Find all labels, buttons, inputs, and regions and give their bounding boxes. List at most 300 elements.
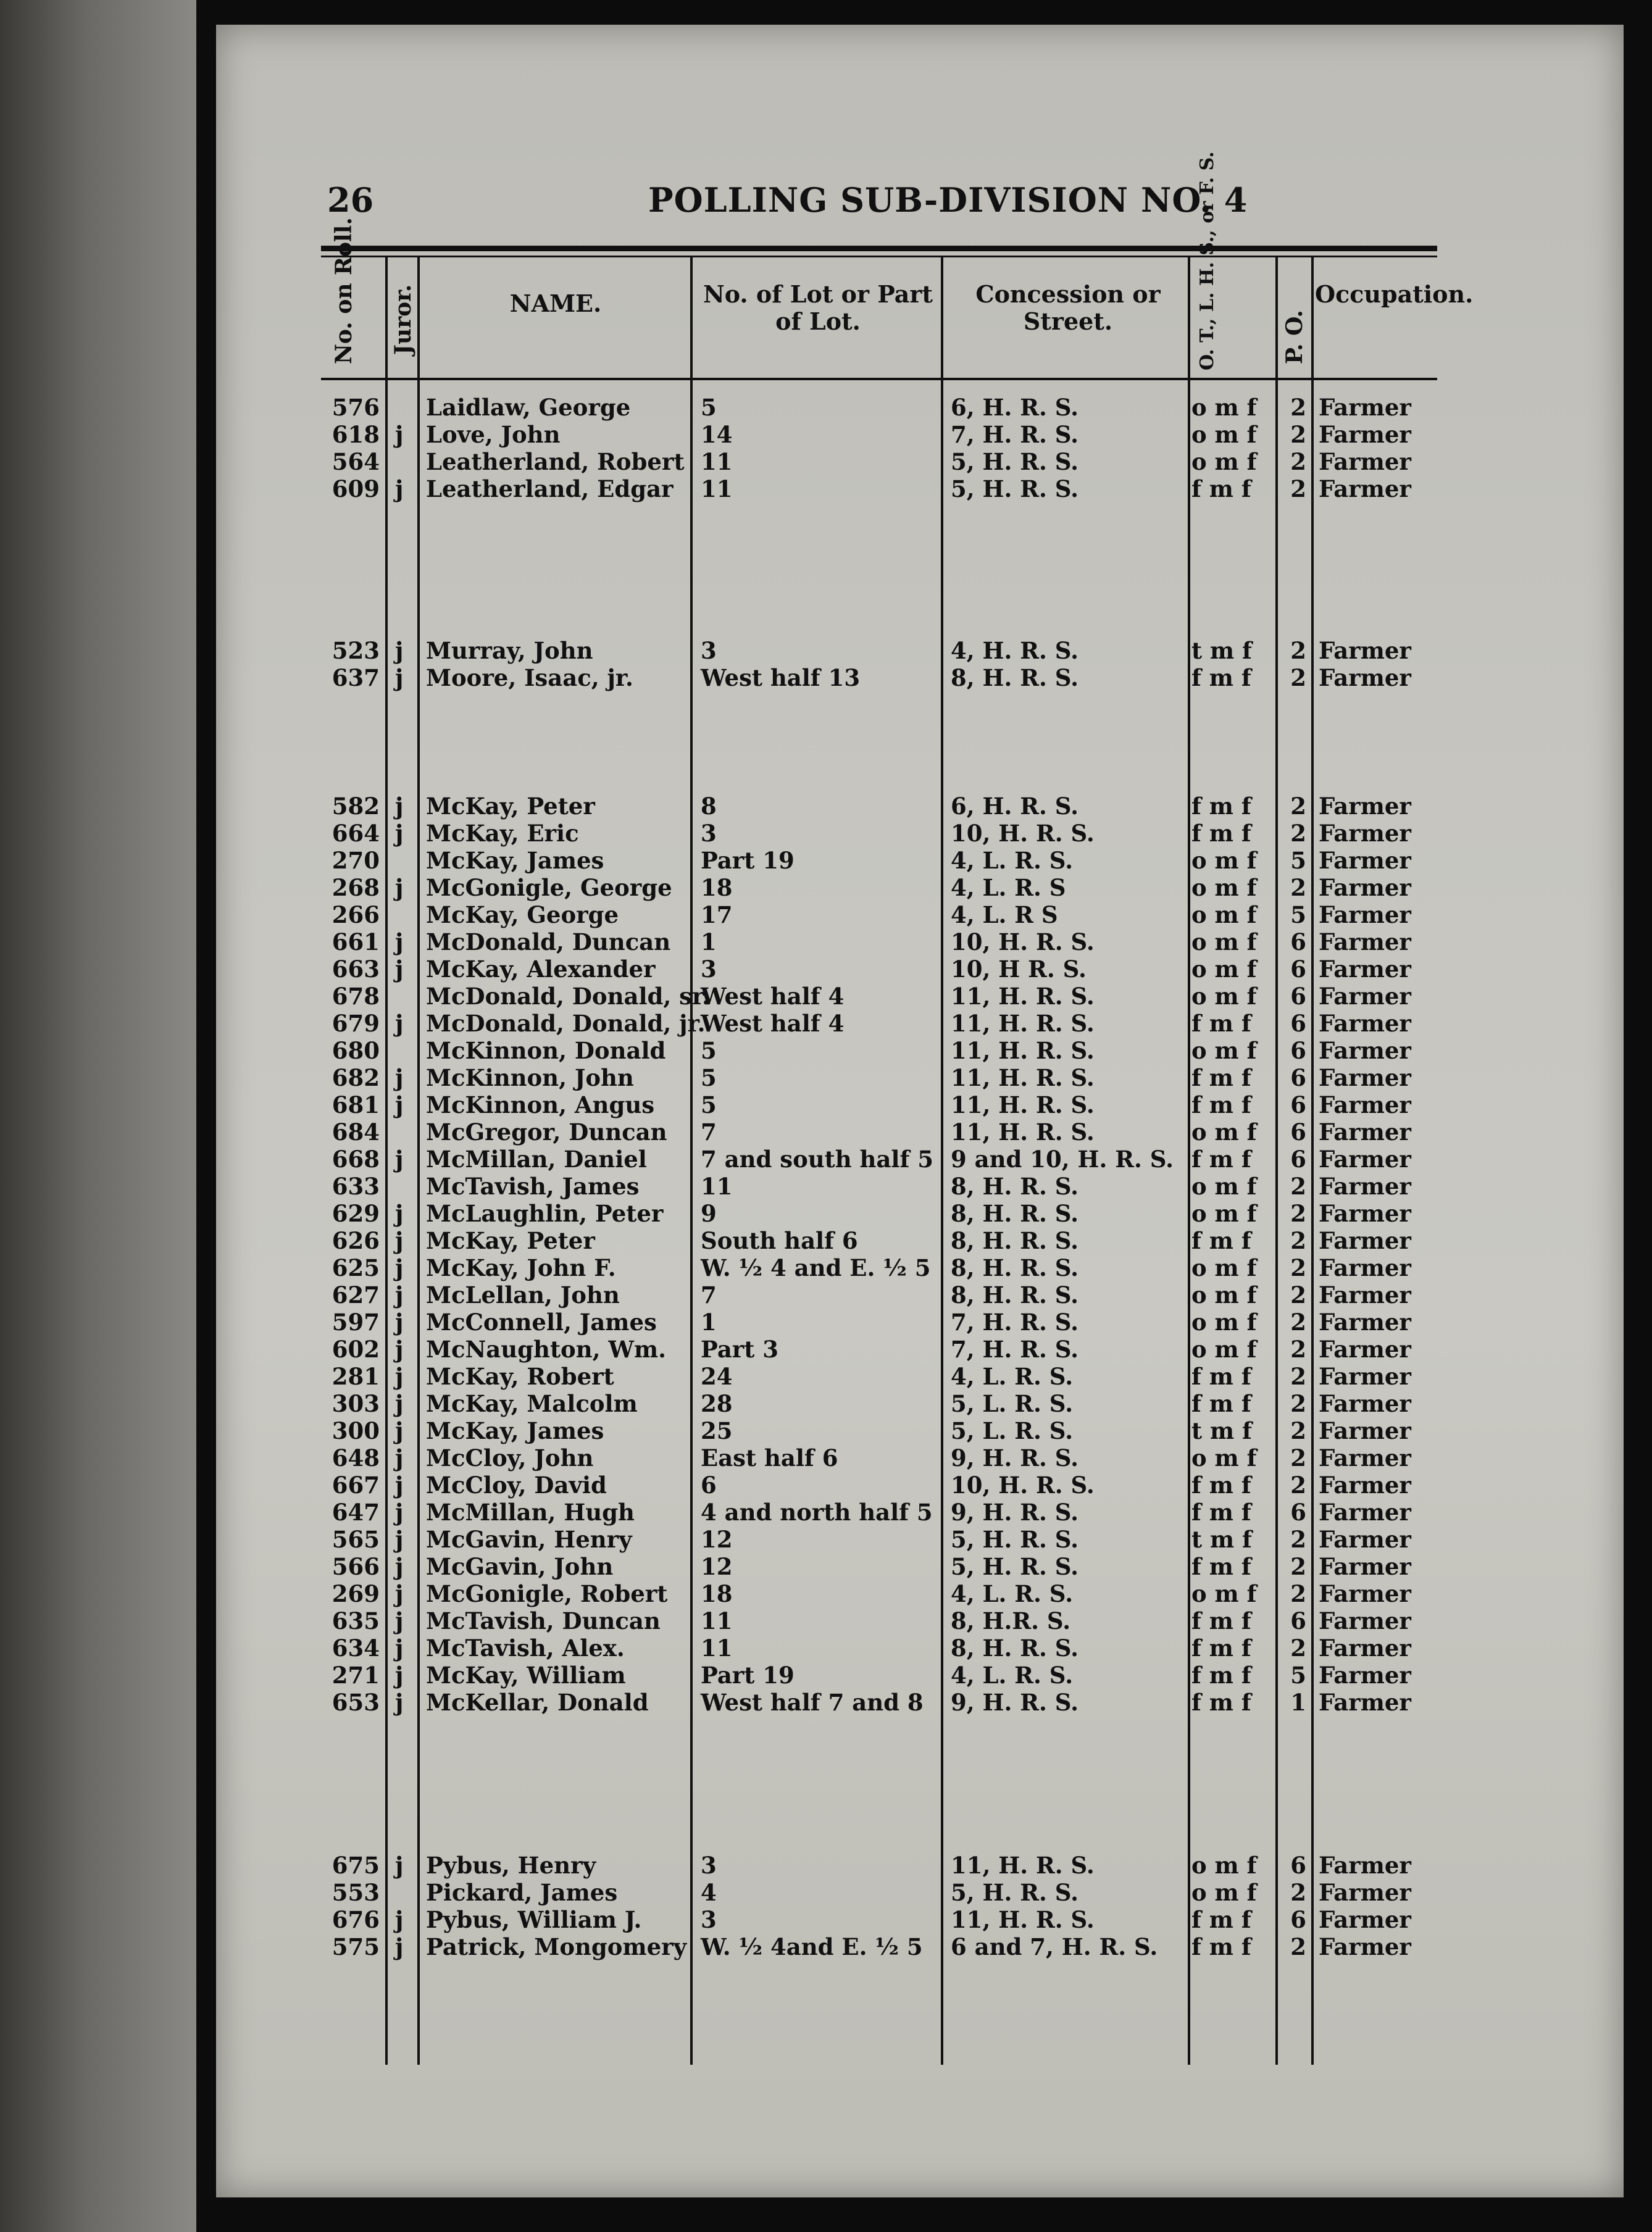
occupation: Farmer <box>1319 1390 1411 1417</box>
occupation: Farmer <box>1319 664 1411 691</box>
occupation: Farmer <box>1319 1634 1411 1662</box>
roll-number: 682 <box>332 1064 380 1091</box>
occupation: Farmer <box>1319 1580 1411 1607</box>
juror-mark: j <box>395 1580 404 1607</box>
tenure-code: o m f <box>1191 1254 1257 1281</box>
roll-number: 565 <box>332 1526 380 1553</box>
tenure-code: o m f <box>1191 1200 1257 1227</box>
juror-mark: j <box>395 1146 404 1173</box>
juror-mark: j <box>395 1010 404 1037</box>
juror-mark: j <box>395 1607 404 1634</box>
concession: 4, L. R S <box>951 901 1058 928</box>
post-office: 6 <box>1290 1906 1306 1933</box>
juror-mark: j <box>395 874 404 901</box>
juror-mark: j <box>395 1634 404 1662</box>
occupation: Farmer <box>1319 475 1411 502</box>
juror-mark: j <box>395 1852 404 1879</box>
voter-name: McKay, James <box>426 1417 604 1444</box>
post-office: 2 <box>1290 637 1306 664</box>
roll-number: 271 <box>332 1662 380 1689</box>
roll-number: 281 <box>332 1363 380 1390</box>
roll-number: 268 <box>332 874 380 901</box>
tenure-code: o m f <box>1191 1309 1257 1336</box>
post-office: 2 <box>1290 664 1306 691</box>
lot-number: 24 <box>701 1363 733 1390</box>
juror-mark: j <box>395 475 404 502</box>
lot-number: Part 3 <box>701 1336 779 1363</box>
occupation: Farmer <box>1319 1662 1411 1689</box>
voter-name: McKellar, Donald <box>426 1689 649 1716</box>
lot-number: 4 <box>701 1879 717 1906</box>
occupation: Farmer <box>1319 1336 1411 1363</box>
tenure-code: f m f <box>1191 1499 1251 1526</box>
concession: 5, L. R. S. <box>951 1417 1074 1444</box>
column-divider-concession <box>941 256 943 2065</box>
juror-mark: j <box>395 1227 404 1254</box>
tenure-code: o m f <box>1191 1173 1257 1200</box>
roll-number: 647 <box>332 1499 380 1526</box>
lot-number: 17 <box>701 901 733 928</box>
concession: 8, H.R. S. <box>951 1607 1071 1634</box>
concession: 10, H. R. S. <box>951 820 1095 847</box>
voter-name: McGonigle, George <box>426 874 672 901</box>
post-office: 2 <box>1290 874 1306 901</box>
occupation: Farmer <box>1319 1906 1411 1933</box>
concession: 8, H. R. S. <box>951 1254 1079 1281</box>
juror-mark: j <box>395 1309 404 1336</box>
post-office: 2 <box>1290 1526 1306 1553</box>
roll-number: 680 <box>332 1037 380 1064</box>
occupation: Farmer <box>1319 1010 1411 1037</box>
occupation: Farmer <box>1319 1852 1411 1879</box>
post-office: 2 <box>1290 1309 1306 1336</box>
lot-number: 18 <box>701 1580 733 1607</box>
lot-number: 18 <box>701 874 733 901</box>
tenure-code: f m f <box>1191 820 1251 847</box>
juror-mark: j <box>395 1417 404 1444</box>
occupation: Farmer <box>1319 637 1411 664</box>
roll-number: 627 <box>332 1281 380 1309</box>
concession: 5, H. R. S. <box>951 475 1079 502</box>
voter-name: McKay, George <box>426 901 619 928</box>
juror-mark: j <box>395 1336 404 1363</box>
post-office: 2 <box>1290 1634 1306 1662</box>
tenure-code: f m f <box>1191 1933 1251 1960</box>
roll-number: 633 <box>332 1173 380 1200</box>
concession: 6, H. R. S. <box>951 793 1079 820</box>
post-office: 6 <box>1290 1852 1306 1879</box>
tenure-code: f m f <box>1191 1634 1251 1662</box>
tenure-code: f m f <box>1191 1553 1251 1580</box>
tenure-code: f m f <box>1191 793 1251 820</box>
lot-number: West half 4 <box>701 983 845 1010</box>
voter-name: McKay, John F. <box>426 1254 616 1281</box>
voter-name: McTavish, James <box>426 1173 640 1200</box>
post-office: 2 <box>1290 448 1306 475</box>
concession: 10, H. R. S. <box>951 1472 1095 1499</box>
post-office: 6 <box>1290 1091 1306 1118</box>
concession: 9, H. R. S. <box>951 1499 1079 1526</box>
occupation: Farmer <box>1319 1118 1411 1146</box>
concession: 11, H. R. S. <box>951 1118 1095 1146</box>
voter-name: McKay, Alexander <box>426 956 656 983</box>
occupation: Farmer <box>1319 1091 1411 1118</box>
voter-name: McKay, Robert <box>426 1363 614 1390</box>
post-office: 5 <box>1290 901 1306 928</box>
tenure-code: f m f <box>1191 1906 1251 1933</box>
lot-number: W. ½ 4and E. ½ 5 <box>701 1933 923 1960</box>
tenure-code: o m f <box>1191 901 1257 928</box>
header-concession: Concession or Street. <box>975 280 1161 335</box>
post-office: 2 <box>1290 1933 1306 1960</box>
tenure-code: f m f <box>1191 664 1251 691</box>
concession: 7, H. R. S. <box>951 421 1079 448</box>
post-office: 6 <box>1290 1118 1306 1146</box>
juror-mark: j <box>395 928 404 956</box>
roll-number: 523 <box>332 637 380 664</box>
lot-number: East half 6 <box>701 1444 838 1472</box>
occupation: Farmer <box>1319 1499 1411 1526</box>
tenure-code: o m f <box>1191 928 1257 956</box>
concession: 11, H. R. S. <box>951 983 1095 1010</box>
tenure-code: o m f <box>1191 1281 1257 1309</box>
top-rule-thick <box>321 246 1437 251</box>
occupation: Farmer <box>1319 1472 1411 1499</box>
column-divider-ot <box>1188 256 1190 2065</box>
voter-name: McGonigle, Robert <box>426 1580 668 1607</box>
concession: 11, H. R. S. <box>951 1010 1095 1037</box>
column-divider-name <box>417 256 420 2065</box>
roll-number: 664 <box>332 820 380 847</box>
post-office: 2 <box>1290 421 1306 448</box>
roll-number: 629 <box>332 1200 380 1227</box>
concession: 5, H. R. S. <box>951 1553 1079 1580</box>
voter-name: McKay, Peter <box>426 1227 595 1254</box>
occupation: Farmer <box>1319 820 1411 847</box>
tenure-code: o m f <box>1191 1118 1257 1146</box>
juror-mark: j <box>395 1553 404 1580</box>
lot-number: 1 <box>701 1309 717 1336</box>
occupation: Farmer <box>1319 394 1411 421</box>
roll-number: 303 <box>332 1390 380 1417</box>
tenure-code: f m f <box>1191 1091 1251 1118</box>
concession: 8, H. R. S. <box>951 1200 1079 1227</box>
tenure-code: t m f <box>1191 1526 1252 1553</box>
tenure-code: o m f <box>1191 847 1257 874</box>
occupation: Farmer <box>1319 1933 1411 1960</box>
post-office: 2 <box>1290 1200 1306 1227</box>
roll-number: 648 <box>332 1444 380 1472</box>
voter-name: McDonald, Donald, sr. <box>426 983 710 1010</box>
header-name: NAME. <box>509 289 602 317</box>
post-office: 2 <box>1290 394 1306 421</box>
voter-name: McCloy, John <box>426 1444 594 1472</box>
roll-number: 597 <box>332 1309 380 1336</box>
post-office: 6 <box>1290 956 1306 983</box>
tenure-code: o m f <box>1191 1879 1257 1906</box>
juror-mark: j <box>395 1200 404 1227</box>
concession: 6 and 7, H. R. S. <box>951 1933 1158 1960</box>
post-office: 2 <box>1290 1390 1306 1417</box>
occupation: Farmer <box>1319 1173 1411 1200</box>
post-office: 2 <box>1290 1227 1306 1254</box>
tenure-code: o m f <box>1191 1580 1257 1607</box>
roll-number: 269 <box>332 1580 380 1607</box>
roll-number: 661 <box>332 928 380 956</box>
header-bottom-rule <box>321 378 1437 380</box>
lot-number: 11 <box>701 475 733 502</box>
voter-name: McDonald, Donald, jr. <box>426 1010 706 1037</box>
lot-number: West half 13 <box>701 664 861 691</box>
occupation: Farmer <box>1319 448 1411 475</box>
post-office: 6 <box>1290 1146 1306 1173</box>
lot-number: 11 <box>701 1173 733 1200</box>
occupation: Farmer <box>1319 1607 1411 1634</box>
lot-number: 3 <box>701 1906 717 1933</box>
concession: 4, H. R. S. <box>951 637 1079 664</box>
tenure-code: o m f <box>1191 956 1257 983</box>
voter-name: Pickard, James <box>426 1879 618 1906</box>
concession: 5, H. R. S. <box>951 1526 1079 1553</box>
tenure-code: f m f <box>1191 1472 1251 1499</box>
occupation: Farmer <box>1319 1146 1411 1173</box>
juror-mark: j <box>395 1662 404 1689</box>
voter-name: McKinnon, Donald <box>426 1037 666 1064</box>
concession: 9, H. R. S. <box>951 1444 1079 1472</box>
post-office: 6 <box>1290 1037 1306 1064</box>
post-office: 2 <box>1290 1553 1306 1580</box>
juror-mark: j <box>395 1526 404 1553</box>
voter-name: McLellan, John <box>426 1281 620 1309</box>
roll-number: 681 <box>332 1091 380 1118</box>
tenure-code: f m f <box>1191 1227 1251 1254</box>
lot-number: 9 <box>701 1200 717 1227</box>
post-office: 2 <box>1290 1281 1306 1309</box>
occupation: Farmer <box>1319 983 1411 1010</box>
occupation: Farmer <box>1319 1227 1411 1254</box>
juror-mark: j <box>395 1254 404 1281</box>
tenure-code: f m f <box>1191 1390 1251 1417</box>
concession: 8, H. R. S. <box>951 664 1079 691</box>
roll-number: 625 <box>332 1254 380 1281</box>
header-po: P. O. <box>1282 310 1308 364</box>
tenure-code: o m f <box>1191 1852 1257 1879</box>
roll-number: 566 <box>332 1553 380 1580</box>
column-divider-lot <box>690 256 693 2065</box>
occupation: Farmer <box>1319 1879 1411 1906</box>
roll-number: 602 <box>332 1336 380 1363</box>
concession: 4, L. R. S. <box>951 1662 1074 1689</box>
lot-number: 8 <box>701 793 717 820</box>
post-office: 2 <box>1290 1444 1306 1472</box>
juror-mark: j <box>395 1281 404 1309</box>
roll-number: 667 <box>332 1472 380 1499</box>
concession: 4, L. R. S <box>951 874 1066 901</box>
lot-number: West half 4 <box>701 1010 845 1037</box>
juror-mark: j <box>395 820 404 847</box>
concession: 5, L. R. S. <box>951 1390 1074 1417</box>
lot-number: 28 <box>701 1390 733 1417</box>
voter-name: Murray, John <box>426 637 593 664</box>
post-office: 6 <box>1290 928 1306 956</box>
roll-number: 679 <box>332 1010 380 1037</box>
tenure-code: f m f <box>1191 1010 1251 1037</box>
lot-number: West half 7 and 8 <box>701 1689 924 1716</box>
voter-name: McMillan, Daniel <box>426 1146 647 1173</box>
lot-number: W. ½ 4 and E. ½ 5 <box>701 1254 931 1281</box>
lot-number: 7 and south half 5 <box>701 1146 934 1173</box>
lot-number: Part 19 <box>701 1662 795 1689</box>
concession: 9 and 10, H. R. S. <box>951 1146 1174 1173</box>
post-office: 2 <box>1290 820 1306 847</box>
voter-name: Leatherland, Robert <box>426 448 685 475</box>
tenure-code: t m f <box>1191 1417 1252 1444</box>
juror-mark: j <box>395 664 404 691</box>
concession: 11, H. R. S. <box>951 1064 1095 1091</box>
roll-number: 575 <box>332 1933 380 1960</box>
occupation: Farmer <box>1319 1553 1411 1580</box>
occupation: Farmer <box>1319 1526 1411 1553</box>
post-office: 2 <box>1290 1363 1306 1390</box>
tenure-code: f m f <box>1191 1064 1251 1091</box>
roll-number: 635 <box>332 1607 380 1634</box>
occupation: Farmer <box>1319 1689 1411 1716</box>
juror-mark: j <box>395 793 404 820</box>
tenure-code: f m f <box>1191 1146 1251 1173</box>
concession: 10, H. R. S. <box>951 928 1095 956</box>
roll-number: 653 <box>332 1689 380 1716</box>
voter-name: Laidlaw, George <box>426 394 631 421</box>
voter-name: Leatherland, Edgar <box>426 475 674 502</box>
concession: 11, H. R. S. <box>951 1037 1095 1064</box>
lot-number: 3 <box>701 637 717 664</box>
lot-number: 1 <box>701 928 717 956</box>
roll-number: 270 <box>332 847 380 874</box>
juror-mark: j <box>395 1933 404 1960</box>
occupation: Farmer <box>1319 956 1411 983</box>
concession: 4, L. R. S. <box>951 847 1074 874</box>
top-rule-thin <box>321 256 1437 257</box>
lot-number: 11 <box>701 448 733 475</box>
occupation: Farmer <box>1319 1444 1411 1472</box>
column-divider-occupation <box>1311 256 1314 2065</box>
roll-number: 675 <box>332 1852 380 1879</box>
roll-number: 300 <box>332 1417 380 1444</box>
concession: 11, H. R. S. <box>951 1906 1095 1933</box>
concession: 11, H. R. S. <box>951 1852 1095 1879</box>
lot-number: Part 19 <box>701 847 795 874</box>
voter-name: McCloy, David <box>426 1472 607 1499</box>
post-office: 6 <box>1290 1064 1306 1091</box>
lot-number: 5 <box>701 394 717 421</box>
page-number: 26 <box>327 180 374 220</box>
juror-mark: j <box>395 637 404 664</box>
voter-name: McKay, Malcolm <box>426 1390 638 1417</box>
post-office: 2 <box>1290 1173 1306 1200</box>
voter-name: McConnell, James <box>426 1309 657 1336</box>
roll-number: 576 <box>332 394 380 421</box>
lot-number: South half 6 <box>701 1227 858 1254</box>
roll-number: 684 <box>332 1118 380 1146</box>
page-title: POLLING SUB-DIVISION NO. 4 <box>648 180 1248 220</box>
concession: 8, H. R. S. <box>951 1227 1079 1254</box>
header-roll: No. on Roll. <box>331 217 357 364</box>
tenure-code: t m f <box>1191 637 1252 664</box>
lot-number: 3 <box>701 820 717 847</box>
header-lot: No. of Lot or Part of Lot. <box>703 280 933 335</box>
roll-number: 676 <box>332 1906 380 1933</box>
occupation: Farmer <box>1319 1037 1411 1064</box>
header-occupation: Occupation. <box>1315 280 1474 308</box>
tenure-code: o m f <box>1191 1037 1257 1064</box>
post-office: 6 <box>1290 983 1306 1010</box>
tenure-code: f m f <box>1191 1607 1251 1634</box>
tenure-code: o m f <box>1191 394 1257 421</box>
voter-name: Moore, Isaac, jr. <box>426 664 633 691</box>
occupation: Farmer <box>1319 1309 1411 1336</box>
occupation: Farmer <box>1319 901 1411 928</box>
tenure-code: f m f <box>1191 1662 1251 1689</box>
roll-number: 609 <box>332 475 380 502</box>
voter-name: McKay, William <box>426 1662 626 1689</box>
tenure-code: f m f <box>1191 1363 1251 1390</box>
occupation: Farmer <box>1319 874 1411 901</box>
roll-number: 618 <box>332 421 380 448</box>
concession: 7, H. R. S. <box>951 1309 1079 1336</box>
occupation: Farmer <box>1319 928 1411 956</box>
post-office: 6 <box>1290 1607 1306 1634</box>
roll-number: 663 <box>332 956 380 983</box>
concession: 11, H. R. S. <box>951 1091 1095 1118</box>
post-office: 5 <box>1290 1662 1306 1689</box>
lot-number: 3 <box>701 1852 717 1879</box>
roll-number: 634 <box>332 1634 380 1662</box>
header-ot: O. T., L. H. S., or F. S. <box>1196 151 1218 370</box>
juror-mark: j <box>395 1472 404 1499</box>
concession: 8, H. R. S. <box>951 1281 1079 1309</box>
concession: 4, L. R. S. <box>951 1580 1074 1607</box>
juror-mark: j <box>395 421 404 448</box>
lot-number: 5 <box>701 1037 717 1064</box>
post-office: 1 <box>1290 1689 1306 1716</box>
tenure-code: o m f <box>1191 421 1257 448</box>
column-divider-juror <box>385 256 388 2065</box>
concession: 5, H. R. S. <box>951 448 1079 475</box>
occupation: Farmer <box>1319 847 1411 874</box>
concession: 8, H. R. S. <box>951 1634 1079 1662</box>
voter-name: Patrick, Mongomery <box>426 1933 687 1960</box>
voter-name: Pybus, Henry <box>426 1852 596 1879</box>
juror-mark: j <box>395 1499 404 1526</box>
concession: 5, H. R. S. <box>951 1879 1079 1906</box>
concession: 4, L. R. S. <box>951 1363 1074 1390</box>
voter-name: McKay, Peter <box>426 793 595 820</box>
voter-name: McKinnon, John <box>426 1064 634 1091</box>
tenure-code: o m f <box>1191 448 1257 475</box>
post-office: 2 <box>1290 1879 1306 1906</box>
juror-mark: j <box>395 956 404 983</box>
post-office: 5 <box>1290 847 1306 874</box>
post-office: 2 <box>1290 1254 1306 1281</box>
occupation: Farmer <box>1319 1254 1411 1281</box>
concession: 10, H R. S. <box>951 956 1087 983</box>
juror-mark: j <box>395 1906 404 1933</box>
roll-number: 668 <box>332 1146 380 1173</box>
lot-number: 3 <box>701 956 717 983</box>
post-office: 6 <box>1290 1499 1306 1526</box>
post-office: 2 <box>1290 1336 1306 1363</box>
voter-name: Pybus, William J. <box>426 1906 642 1933</box>
